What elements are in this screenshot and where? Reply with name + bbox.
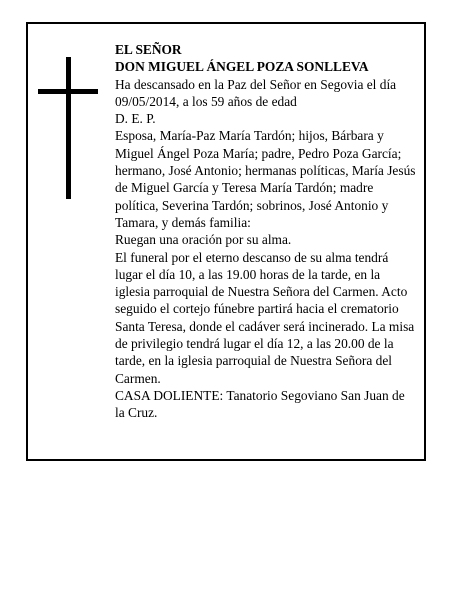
family-line: Esposa, María-Paz María Tardón; hijos, Bárbara y [115, 128, 384, 144]
funeral-line: iglesia parroquial de Nuestra Señora del Carmen. Acto [115, 284, 408, 300]
notice-title: EL SEÑOR [115, 42, 182, 57]
funeral-line: El funeral por el eterno descanso de su alma tendrá [115, 249, 389, 265]
deceased-name: DON MIGUEL ÁNGEL POZA SONLLEVA [115, 59, 369, 75]
family-line: de Miguel García y Teresa María Tardón; madre [115, 180, 374, 196]
intro-line: 09/05/2014, a los 59 años de edad [115, 93, 297, 109]
cross-vertical-bar [66, 57, 71, 199]
funeral-line: lugar el día 10, a las 19.00 horas de la tarde, en la [115, 266, 381, 282]
family-line: política, Severina Tardón; sobrinos, José Antonio y [115, 197, 389, 213]
latin-cross-icon [38, 57, 98, 199]
obituary-notice [26, 22, 426, 461]
casa-doliente-line: la Cruz. [115, 405, 158, 421]
family-line: Miguel Ángel Poza María; padre, Pedro Poza García; [115, 145, 402, 161]
notice-text [115, 41, 415, 422]
funeral-line: Carmen. [115, 370, 161, 386]
prayer-line: Ruegan una oración por su alma. [115, 232, 292, 248]
funeral-line: seguido el cortejo fúnebre partirá hacia el crematorio [115, 301, 399, 317]
funeral-line: tarde, en la iglesia parroquial de Nuestra Señora del [115, 353, 392, 369]
family-line: Tamara, y demás familia: [115, 214, 251, 230]
funeral-line: de privilegio tendrá lugar el día 12, a las 20.00 de la [115, 336, 394, 352]
dep-line: D. E. P. [115, 111, 156, 127]
cross-horizontal-bar [38, 89, 98, 94]
family-line: hermano, José Antonio; hermanas políticas, María Jesús [115, 163, 416, 179]
intro-line: Ha descansado en la Paz del Señor en Segovia el día [115, 76, 397, 92]
funeral-line: Santa Teresa, donde el cadáver será incinerado. La misa [115, 318, 415, 334]
casa-doliente-line: CASA DOLIENTE: Tanatorio Segoviano San Juan de [115, 387, 405, 403]
